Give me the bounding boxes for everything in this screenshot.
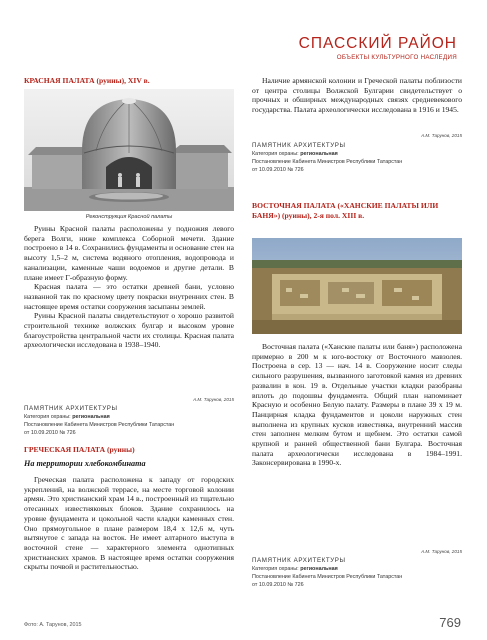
location-subheading: На территории хлебокомбината: [24, 459, 146, 468]
heading-red-chamber: КРАСНАЯ ПАЛАТА (руины), XIV в.: [24, 76, 150, 85]
red-chamber-text: [24, 224, 234, 350]
decree: Постановление Кабинета Министров Республики Татарстан: [252, 574, 403, 580]
paragraph: Восточная палата («Ханские палаты или баня») расположена примерно в 200 м к юго-востоку от Восточного мавзолея. Построена в сер. 13 — нач. 14 в. Сооружение носит следы сильного разрушения, вызванного заготовкой камня из древних развалин в кон. 19 в. Отдельные участки кладки разобраны вплоть до подошвы фундаментa. Общий план напоминает Красную и особенно Белую палату. Размеры в плане 39 х 19 м. Панцирная кладка фундаментов и цоколи наружных стен выполнена из крупных кусков известняка, внутренний массив стен заполнен мелким бутом и щебнем. Это остатки самой крупной и ранней общественной бани Булгара. Восточная палата археологически исследована в 1984–1991. Законсервирована в 1990-х.: [252, 342, 462, 468]
monument-type: ПАМЯТНИК АРХИТЕКТУРЫ: [252, 557, 346, 564]
paragraph: Греческая палата расположена к западу от городских укреплений, на волжской террасе, на месте торговой колонии армян. Это христианский храм 14 в., построенный из тщательно отесанных известняковых блоков. Здание сохранилось на уровне фундамента и цокольной части кладки каменных стен. Оно прямоугольное в плане размером 18,4 х 12,6 м, чуть вытянутое с запада на восток. Не имеет алтарного выступа в восточной стене — характерного элемента однотипных христианских храмов. В настоящее время остатки сооружения скрыты почвой и растительностью.: [24, 475, 234, 572]
monument-type: ПАМЯТНИК АРХИТЕКТУРЫ: [24, 405, 118, 412]
greek-chamber-text-cont: [252, 76, 462, 115]
author-credit: А.М. Тарунов, 2015: [193, 397, 234, 402]
section-title: СПАССКИЙ РАЙОН: [298, 35, 457, 52]
protection-category: Категория охраны: региональная: [252, 566, 338, 572]
paragraph: Руины Красной палаты расположены у подножия левого берега Волги, ниже комплекса Соборной мечети. Здание построено в 14 в. Сохранились фундаменты и основание стен на высоту 1,5–2 м, система водяного отопления, водопровода и канализации, каменные чаши водоемов и другие детали. В плане имеет Г-образную форму.: [24, 224, 234, 282]
protection-category: Категория охраны: региональная: [24, 414, 110, 420]
page-number: 769: [439, 615, 461, 630]
eastern-chamber-text: [252, 342, 462, 468]
paragraph: Руины Красной палаты свидетельствуют о хорошо развитой строительной технике волжских булгар и высоком уровне благоустройства центральной части их столицы. Красная палата археологически исследована в 1938–1940.: [24, 311, 234, 350]
red-chamber-reconstruction-image: [24, 89, 234, 211]
decree: Постановление Кабинета Министров Республики Татарстан: [252, 159, 403, 165]
decree-date: от 10.09.2010 № 726: [252, 582, 304, 588]
author-credit: А.М. Тарунов, 2015: [421, 133, 462, 138]
monument-info: [252, 556, 462, 589]
eastern-chamber-ruins-photo: [252, 238, 462, 334]
author-credit: А.М. Тарунов, 2015: [421, 549, 462, 554]
section-subtitle: ОБЪЕКТЫ КУЛЬТУРНОГО НАСЛЕДИЯ: [336, 54, 457, 61]
heading-greek-chamber: ГРЕЧЕСКАЯ ПАЛАТА (руины): [24, 445, 135, 454]
decree: Постановление Кабинета Министров Республики Татарстан: [24, 422, 175, 428]
heading-eastern-chamber: ВОСТОЧНАЯ ПАЛАТА («ХАНСКИЕ ПАЛАТЫ ИЛИ БАНЯ») (руины), 2-я пол. XIII в.: [252, 201, 439, 220]
decree-date: от 10.09.2010 № 726: [24, 430, 76, 436]
image-caption: Реконструкция Красной палаты: [85, 214, 173, 220]
greek-chamber-text: [24, 475, 234, 572]
monument-type: ПАМЯТНИК АРХИТЕКТУРЫ: [252, 142, 346, 149]
monument-info: [252, 141, 462, 174]
decree-date: от 10.09.2010 № 726: [252, 167, 304, 173]
paragraph: Наличие армянской колонии и Греческой палаты поблизости от центра столицы Волжской Булгарии свидетельствует о прочных и обширных международных связях средневекового государства. Палата археологически исследована в 1916 и 1945.: [252, 76, 462, 115]
photo-credit: Фото: А. Тарунов, 2015: [24, 622, 82, 628]
protection-category: Категория охраны: региональная: [252, 151, 338, 157]
paragraph: Красная палата — это остатки древней бани, условно названной так по красному цвету покраски внутренних стен. В настоящее время остатки сооружения засыпаны землей.: [24, 282, 234, 311]
monument-info: [24, 404, 234, 437]
